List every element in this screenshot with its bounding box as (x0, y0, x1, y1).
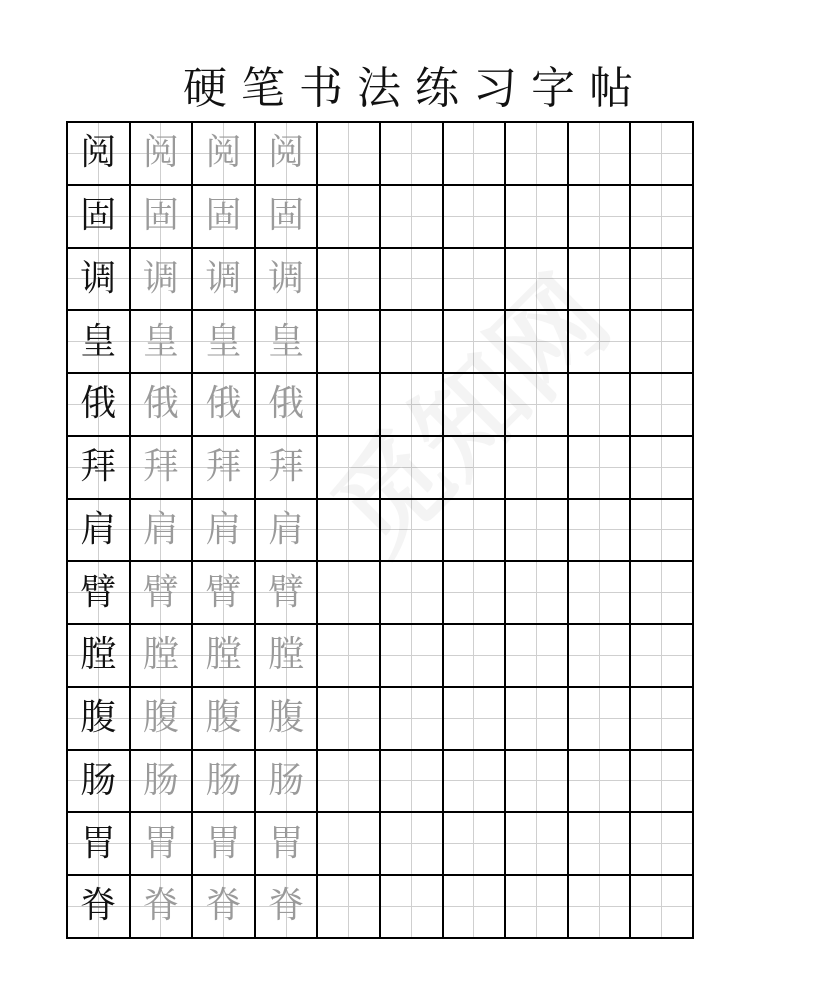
trace-character-cell: 膛 (193, 625, 256, 688)
trace-character-cell: 阅 (193, 123, 256, 186)
empty-practice-cell (318, 500, 381, 563)
empty-practice-cell (631, 625, 694, 688)
trace-character-cell: 调 (131, 249, 194, 312)
empty-practice-cell (444, 751, 507, 814)
trace-character-cell: 肩 (131, 500, 194, 563)
trace-character-cell: 腹 (256, 688, 319, 751)
empty-practice-cell (444, 562, 507, 625)
empty-practice-cell (569, 876, 632, 939)
trace-character-cell: 膛 (256, 625, 319, 688)
empty-practice-cell (506, 437, 569, 500)
empty-practice-cell (569, 249, 632, 312)
empty-practice-cell (318, 625, 381, 688)
trace-character-cell: 阅 (256, 123, 319, 186)
empty-practice-cell (318, 688, 381, 751)
model-character-cell: 调 (68, 249, 131, 312)
empty-practice-cell (381, 437, 444, 500)
trace-character-cell: 肠 (193, 751, 256, 814)
empty-practice-cell (318, 437, 381, 500)
model-character-cell: 皇 (68, 311, 131, 374)
empty-practice-cell (569, 688, 632, 751)
trace-character-cell: 肩 (256, 500, 319, 563)
practice-grid (66, 121, 694, 939)
empty-practice-cell (631, 311, 694, 374)
model-character-cell: 腹 (68, 688, 131, 751)
empty-practice-cell (318, 311, 381, 374)
trace-character-cell: 臂 (131, 562, 194, 625)
empty-practice-cell (506, 813, 569, 876)
trace-character-cell: 腹 (131, 688, 194, 751)
empty-practice-cell (318, 751, 381, 814)
empty-practice-cell (569, 562, 632, 625)
empty-practice-cell (569, 500, 632, 563)
empty-practice-cell (381, 562, 444, 625)
trace-character-cell: 肠 (256, 751, 319, 814)
trace-character-cell: 脊 (256, 876, 319, 939)
empty-practice-cell (631, 437, 694, 500)
empty-practice-cell (631, 123, 694, 186)
empty-practice-cell (318, 186, 381, 249)
empty-practice-cell (569, 123, 632, 186)
empty-practice-cell (506, 374, 569, 437)
empty-practice-cell (506, 562, 569, 625)
empty-practice-cell (318, 562, 381, 625)
empty-practice-cell (444, 249, 507, 312)
trace-character-cell: 拜 (256, 437, 319, 500)
empty-practice-cell (444, 688, 507, 751)
empty-practice-cell (506, 186, 569, 249)
model-character-cell: 俄 (68, 374, 131, 437)
trace-character-cell: 臂 (193, 562, 256, 625)
empty-practice-cell (631, 500, 694, 563)
model-character-cell: 肩 (68, 500, 131, 563)
trace-character-cell: 俄 (193, 374, 256, 437)
empty-practice-cell (631, 249, 694, 312)
trace-character-cell: 固 (256, 186, 319, 249)
empty-practice-cell (318, 249, 381, 312)
empty-practice-cell (506, 625, 569, 688)
model-character-cell: 拜 (68, 437, 131, 500)
trace-character-cell: 脊 (193, 876, 256, 939)
empty-practice-cell (318, 374, 381, 437)
empty-practice-cell (381, 688, 444, 751)
empty-practice-cell (631, 751, 694, 814)
trace-character-cell: 腹 (193, 688, 256, 751)
empty-practice-cell (506, 500, 569, 563)
empty-practice-cell (569, 374, 632, 437)
empty-practice-cell (631, 562, 694, 625)
model-character-cell: 臂 (68, 562, 131, 625)
empty-practice-cell (631, 374, 694, 437)
empty-practice-cell (381, 751, 444, 814)
trace-character-cell: 皇 (256, 311, 319, 374)
trace-character-cell: 俄 (131, 374, 194, 437)
trace-character-cell: 胃 (256, 813, 319, 876)
empty-practice-cell (381, 876, 444, 939)
empty-practice-cell (569, 186, 632, 249)
model-character-cell: 膛 (68, 625, 131, 688)
empty-practice-cell (506, 311, 569, 374)
trace-character-cell: 膛 (131, 625, 194, 688)
model-character-cell: 脊 (68, 876, 131, 939)
model-character-cell: 肠 (68, 751, 131, 814)
empty-practice-cell (506, 123, 569, 186)
empty-practice-cell (631, 186, 694, 249)
trace-character-cell: 皇 (193, 311, 256, 374)
empty-practice-cell (381, 813, 444, 876)
trace-character-cell: 阅 (131, 123, 194, 186)
trace-character-cell: 拜 (193, 437, 256, 500)
trace-character-cell: 肩 (193, 500, 256, 563)
empty-practice-cell (381, 374, 444, 437)
empty-practice-cell (444, 186, 507, 249)
empty-practice-cell (444, 500, 507, 563)
empty-practice-cell (381, 311, 444, 374)
model-character-cell: 固 (68, 186, 131, 249)
empty-practice-cell (318, 876, 381, 939)
empty-practice-cell (569, 625, 632, 688)
empty-practice-cell (444, 876, 507, 939)
trace-character-cell: 皇 (131, 311, 194, 374)
trace-character-cell: 肠 (131, 751, 194, 814)
model-character-cell: 阅 (68, 123, 131, 186)
trace-character-cell: 固 (131, 186, 194, 249)
trace-character-cell: 拜 (131, 437, 194, 500)
empty-practice-cell (506, 249, 569, 312)
trace-character-cell: 俄 (256, 374, 319, 437)
trace-character-cell: 脊 (131, 876, 194, 939)
empty-practice-cell (381, 249, 444, 312)
empty-practice-cell (631, 688, 694, 751)
empty-practice-cell (318, 123, 381, 186)
empty-practice-cell (444, 437, 507, 500)
trace-character-cell: 固 (193, 186, 256, 249)
trace-character-cell: 胃 (131, 813, 194, 876)
empty-practice-cell (381, 625, 444, 688)
empty-practice-cell (444, 625, 507, 688)
empty-practice-cell (506, 876, 569, 939)
empty-practice-cell (631, 876, 694, 939)
empty-practice-cell (569, 311, 632, 374)
empty-practice-cell (444, 123, 507, 186)
empty-practice-cell (569, 437, 632, 500)
empty-practice-cell (444, 311, 507, 374)
empty-practice-cell (569, 813, 632, 876)
trace-character-cell: 臂 (256, 562, 319, 625)
empty-practice-cell (318, 813, 381, 876)
empty-practice-cell (569, 751, 632, 814)
page-title: 硬笔书法练习字帖 (183, 63, 647, 114)
empty-practice-cell (506, 688, 569, 751)
empty-practice-cell (381, 123, 444, 186)
empty-practice-cell (506, 751, 569, 814)
empty-practice-cell (631, 813, 694, 876)
model-character-cell: 胃 (68, 813, 131, 876)
empty-practice-cell (444, 813, 507, 876)
trace-character-cell: 调 (256, 249, 319, 312)
empty-practice-cell (444, 374, 507, 437)
trace-character-cell: 调 (193, 249, 256, 312)
empty-practice-cell (381, 500, 444, 563)
trace-character-cell: 胃 (193, 813, 256, 876)
empty-practice-cell (381, 186, 444, 249)
